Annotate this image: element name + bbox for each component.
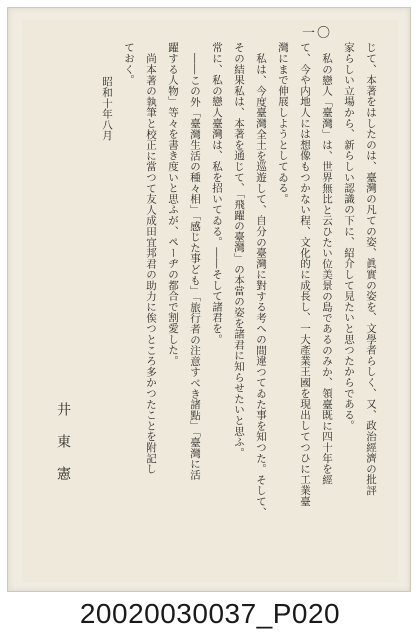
text-line: ――この外「臺灣生活の種々相」「感じた事ども」「旅行者の注意すべき諸點」「臺灣に活 bbox=[189, 53, 201, 481]
page-number: 一〇 bbox=[301, 26, 332, 41]
text-line: 常に、私の戀人臺灣は、私を招いてゐる。――そして諸君を。 bbox=[211, 42, 223, 345]
text-line: 私は、今度臺灣全土を巡遊して、自分の臺灣に對する考への間違つてゐた事を知つた。そして、 bbox=[255, 53, 267, 518]
text-line: その結果私は、本著を通じて、「飛躍の臺灣」の本當の姿を諸君に知らせたいと思ふ。 bbox=[233, 42, 245, 458]
text-line: 家らしい立場から、新らしい認識の下に、紹介して見たいと思つたからである。 bbox=[343, 42, 355, 431]
spacer bbox=[74, 42, 96, 522]
text-line: て、今や内地人には想像もつかない程、文化的に成長し、一大產業王國を現出してつひに工業臺 bbox=[299, 42, 311, 507]
author-name: 井東憲 bbox=[55, 402, 71, 498]
document-scan bbox=[7, 7, 411, 592]
book-page bbox=[22, 20, 398, 582]
text-line: じて、本著をはしたのは、臺灣の凡ての姿、眞實の姿を、文學者らしく、又、政治經濟の批評 bbox=[365, 42, 377, 496]
image-id-caption: 20020030037_P020 bbox=[79, 598, 341, 629]
vertical-text-body bbox=[52, 42, 382, 522]
text-line: 灣にまで伸展しようとしてゐる。 bbox=[277, 42, 289, 204]
text-line: 私の戀人「臺灣」は、世界無比と云ひたい位美景の島であるのみか、領臺既に四十年を經 bbox=[321, 53, 333, 485]
date-line: 昭和十年八月 bbox=[101, 76, 113, 141]
text-line: ておく。 bbox=[123, 42, 135, 86]
text-line: 尚本著の執筆と校正に當つて友人成田宜邦君の助力に俟つところ多かつたことを附記し bbox=[145, 53, 157, 475]
text-line: 躍する人物」等々を書き度いと思ふが、ペーヂの都合で割愛した。 bbox=[167, 42, 179, 366]
